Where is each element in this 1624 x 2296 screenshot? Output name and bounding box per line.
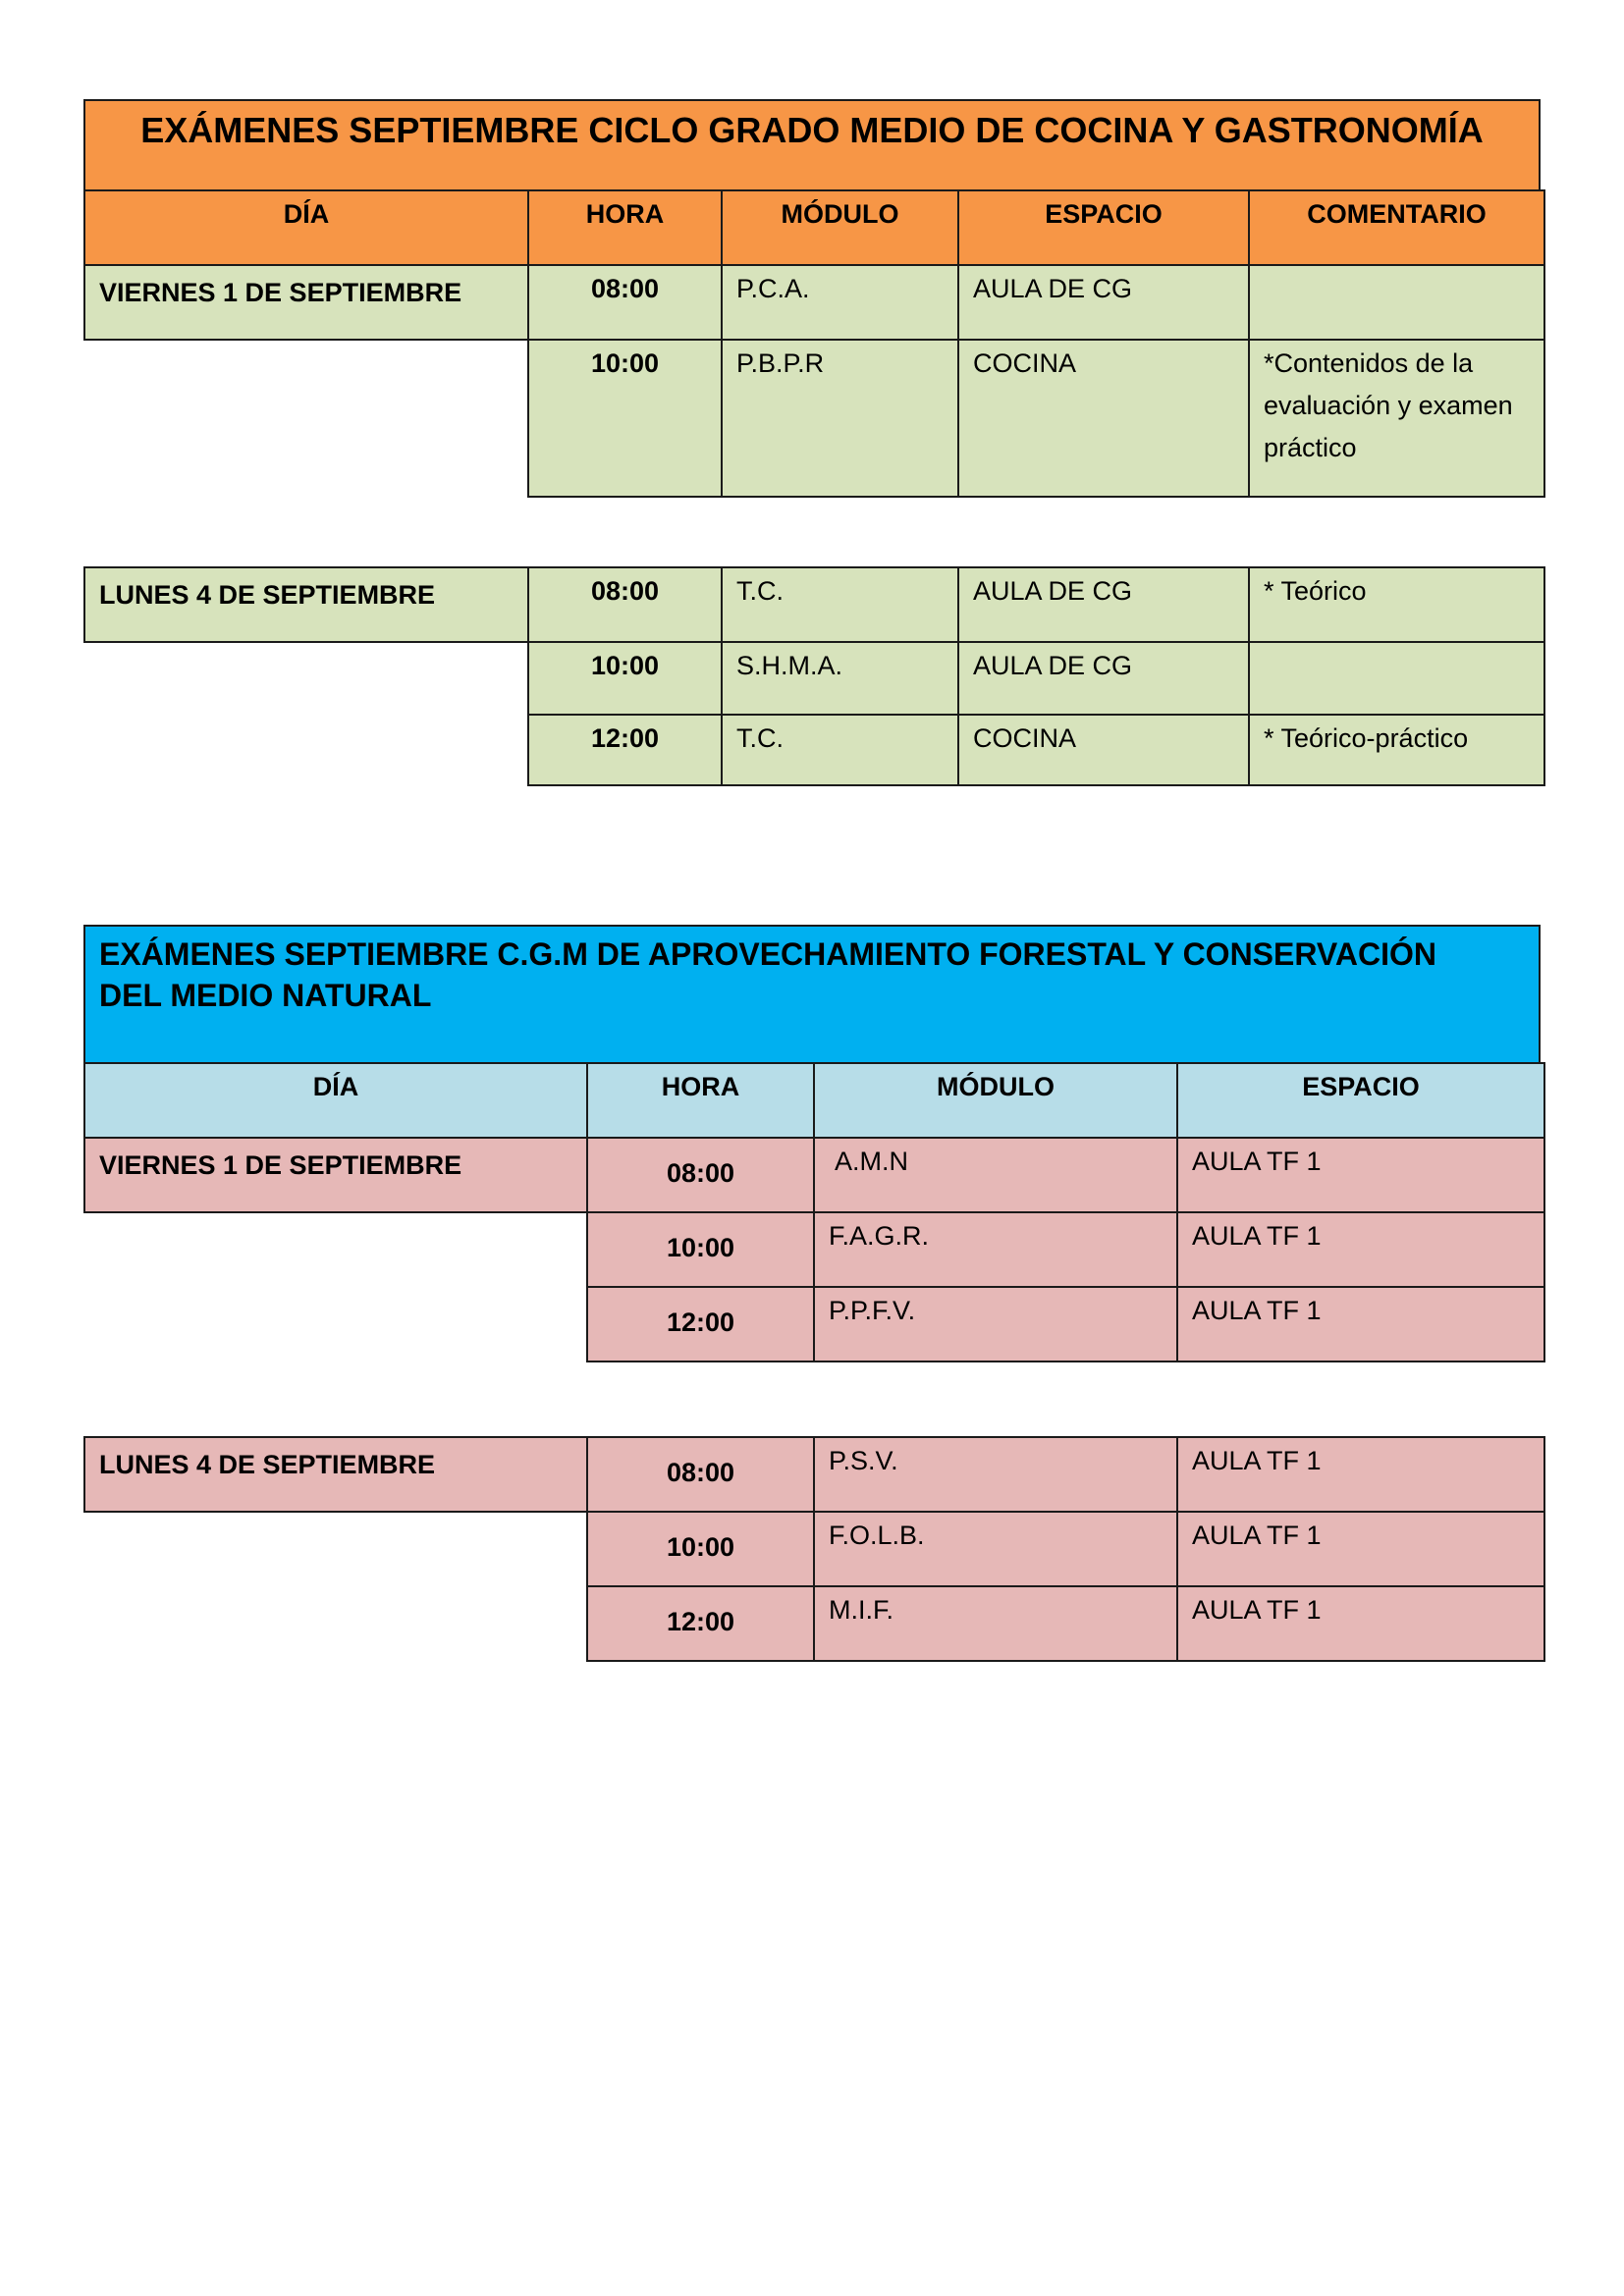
table2-row-espacio: AULA TF 1 — [1176, 1436, 1545, 1513]
table1-row-comentario — [1248, 264, 1545, 341]
table1-row-hour: 10:00 — [527, 641, 723, 716]
table2-row-modulo: M.I.F. — [813, 1585, 1178, 1662]
table2-row-modulo: P.S.V. — [813, 1436, 1178, 1513]
table1-day-lunes: LUNES 4 DE SEPTIEMBRE — [83, 566, 529, 643]
table2-row-modulo: P.P.F.V. — [813, 1286, 1178, 1362]
table2-row-espacio: AULA TF 1 — [1176, 1585, 1545, 1662]
table1-row-hour: 08:00 — [527, 566, 723, 643]
table1-row-hour: 08:00 — [527, 264, 723, 341]
table2-row-espacio: AULA TF 1 — [1176, 1286, 1545, 1362]
table2-row-hour: 10:00 — [586, 1211, 815, 1288]
table2-row-modulo: F.O.L.B. — [813, 1511, 1178, 1587]
table2-header-hora: HORA — [586, 1062, 815, 1139]
table1-row-espacio: AULA DE CG — [957, 566, 1250, 643]
table1-day-viernes: VIERNES 1 DE SEPTIEMBRE — [83, 264, 529, 341]
table2-row-espacio: AULA TF 1 — [1176, 1137, 1545, 1213]
table2-header-modulo: MÓDULO — [813, 1062, 1178, 1139]
table1-row-espacio: AULA DE CG — [957, 264, 1250, 341]
table1-row-modulo: P.C.A. — [721, 264, 959, 341]
table2-row-hour: 10:00 — [586, 1511, 815, 1587]
table2-row-espacio: AULA TF 1 — [1176, 1511, 1545, 1587]
comentario-line: práctico — [1264, 433, 1357, 462]
table1-header-modulo: MÓDULO — [721, 189, 959, 266]
table1-row-espacio: COCINA — [957, 714, 1250, 786]
table1-header-dia: DÍA — [83, 189, 529, 266]
table1-row-espacio: COCINA — [957, 339, 1250, 498]
title-line: EXÁMENES SEPTIEMBRE C.G.M DE APROVECHAMIENTO FORESTAL Y CONSERVACIÓN — [99, 936, 1436, 972]
table2-title — [83, 925, 1541, 1062]
table2-row-hour: 08:00 — [586, 1436, 815, 1513]
table1-header-espacio: ESPACIO — [957, 189, 1250, 266]
table1-header-hora: HORA — [527, 189, 723, 266]
table1-row-comentario — [1248, 641, 1545, 716]
table2-row-hour: 08:00 — [586, 1137, 815, 1213]
table1-header-comentario: COMENTARIO — [1248, 189, 1545, 266]
table2-row-modulo: A.M.N — [813, 1137, 1178, 1213]
table2-header-dia: DÍA — [83, 1062, 588, 1139]
table2-day-lunes: LUNES 4 DE SEPTIEMBRE — [83, 1436, 588, 1513]
comentario-line: *Contenidos de la — [1264, 348, 1474, 378]
table1-row-modulo: S.H.M.A. — [721, 641, 959, 716]
table2-row-espacio: AULA TF 1 — [1176, 1211, 1545, 1288]
table1-title: EXÁMENES SEPTIEMBRE CICLO GRADO MEDIO DE COCINA Y GASTRONOMÍA — [83, 99, 1541, 189]
table2-row-hour: 12:00 — [586, 1585, 815, 1662]
comentario-line: evaluación y examen — [1264, 391, 1513, 420]
table1-row-hour: 10:00 — [527, 339, 723, 498]
table1-row-comentario: * Teórico-práctico — [1248, 714, 1545, 786]
table2-row-modulo: F.A.G.R. — [813, 1211, 1178, 1288]
table1-row-espacio: AULA DE CG — [957, 641, 1250, 716]
table2-day-viernes: VIERNES 1 DE SEPTIEMBRE — [83, 1137, 588, 1213]
table1-row-modulo: T.C. — [721, 714, 959, 786]
table1-row-modulo: T.C. — [721, 566, 959, 643]
table1-row-comentario — [1248, 339, 1545, 498]
table1-row-hour: 12:00 — [527, 714, 723, 786]
title-line: DEL MEDIO NATURAL — [99, 978, 432, 1013]
table2-row-hour: 12:00 — [586, 1286, 815, 1362]
table2-header-espacio: ESPACIO — [1176, 1062, 1545, 1139]
table1-row-comentario: * Teórico — [1248, 566, 1545, 643]
table1-row-modulo: P.B.P.R — [721, 339, 959, 498]
